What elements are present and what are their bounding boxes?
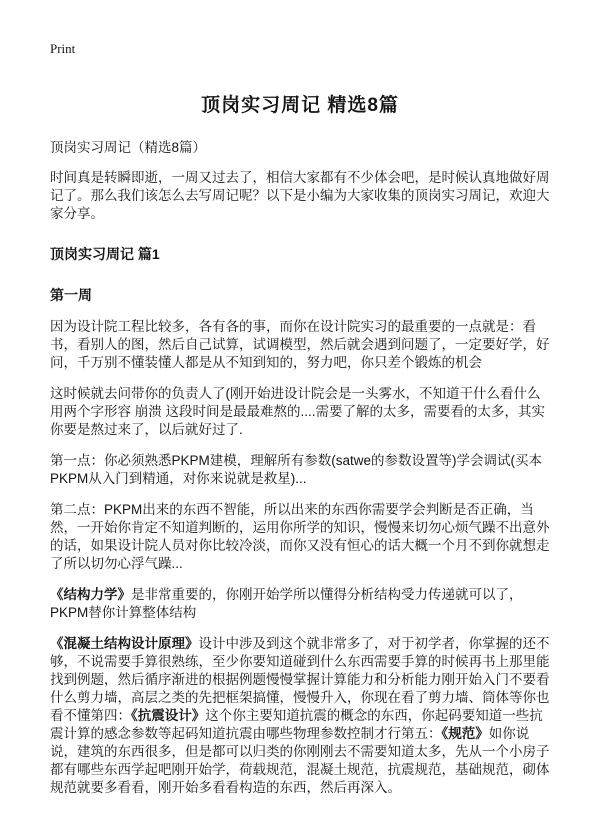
paragraph-text: 是非常重要的，你刚开始学所以懂得分析结构受力传递就可以了，PKPM替你计算整体结构 [50, 587, 523, 620]
document-subtitle: 顶岗实习周记（精选8篇） [50, 140, 207, 155]
paragraph: 第一点：你必须熟悉PKPM建模，理解所有参数(satwe的参数设置等)学会调试(买本PKPM从入门到精通，对你来说就是救星)... [50, 453, 543, 486]
book-title: 《结构力学》 [50, 587, 131, 602]
week-heading: 第一周 [50, 287, 92, 303]
print-button[interactable]: Print [50, 41, 76, 56]
paragraph [50, 635, 550, 797]
page-title: 顶岗实习周记 精选8篇 [201, 95, 399, 116]
paragraph-text: 设计中涉及到这个就非常多了，对于初学者，你掌握的还不够，不说需要手算很熟练，至少你要知道碰到什么东西需要手算的时候再书上那里能找到例题，然后循序渐进的根据例题慢慢掌握计算能力和分析能力刚开始入门不要看什么剪力墙，高层之类的先把框架搞懂，慢慢升入，你现在看了剪力墙、筒体等你也看不懂第四： [50, 636, 550, 723]
paragraph-text: 如你说说，建筑的东西很多，但是都可以归类的你刚刚去不需要知道太多，先从一个小房子都有哪些东西学起吧刚开始学，荷载规范，混凝土规范，抗震规范，基础规范，砌体规范就要多看看，刚开始多看看构造的东西，然后再深入。 [50, 726, 550, 795]
book-title: 《规范》 [441, 726, 489, 741]
paragraph: 因为设计院工程比较多，各有各的事，而你在设计院实习的最重要的一点就是：看书，看别人的图，然后自己试算，试调模型，然后就会遇到问题了，一定要好学，好问，千万别不懂装懂人都是从不知到知的，努力吧，你只差个锻炼的机会 [50, 319, 550, 370]
section-heading: 顶岗实习周记 篇1 [50, 246, 160, 262]
paragraph-text: 这个你主要知道抗震的概念的东西，你起码要知道一些抗震计算的感念参数等起码知道抗震由哪些物理参数控制才行第五： [50, 708, 543, 741]
paragraph [50, 586, 550, 622]
paragraph: 这时候就去问带你的负责人了(刚开始进设计院会是一头雾水，不知道干什么看什么用两个字形容 崩溃 这段时间是最最难熬的....需要了解的太多，需要看的太多，其实你要是熬过来了，以后就好过了. [50, 386, 546, 437]
intro-paragraph: 时间真是转瞬即逝，一周又过去了，相信大家都有不少体会吧，是时候认真地做好周记了。那么我们该怎么去写周记呢？以下是小编为大家收集的顶岗实习周记，欢迎大家分享。 [50, 170, 550, 221]
book-title: 《抗震设计》 [131, 708, 206, 723]
book-title: 《混凝土结构设计原理》 [50, 636, 199, 651]
paragraph: 第二点：PKPM出来的东西不智能，所以出来的东西你需要学会判断是否正确，当然，一开始你肯定不知道判断的，运用你所学的知识，慢慢来切勿心烦气躁不出意外的话，如果设计院人员对你比较冷淡，而你又没有恒心的话大概一个月不到你就想走了所以切勿心浮气躁... [50, 502, 550, 571]
